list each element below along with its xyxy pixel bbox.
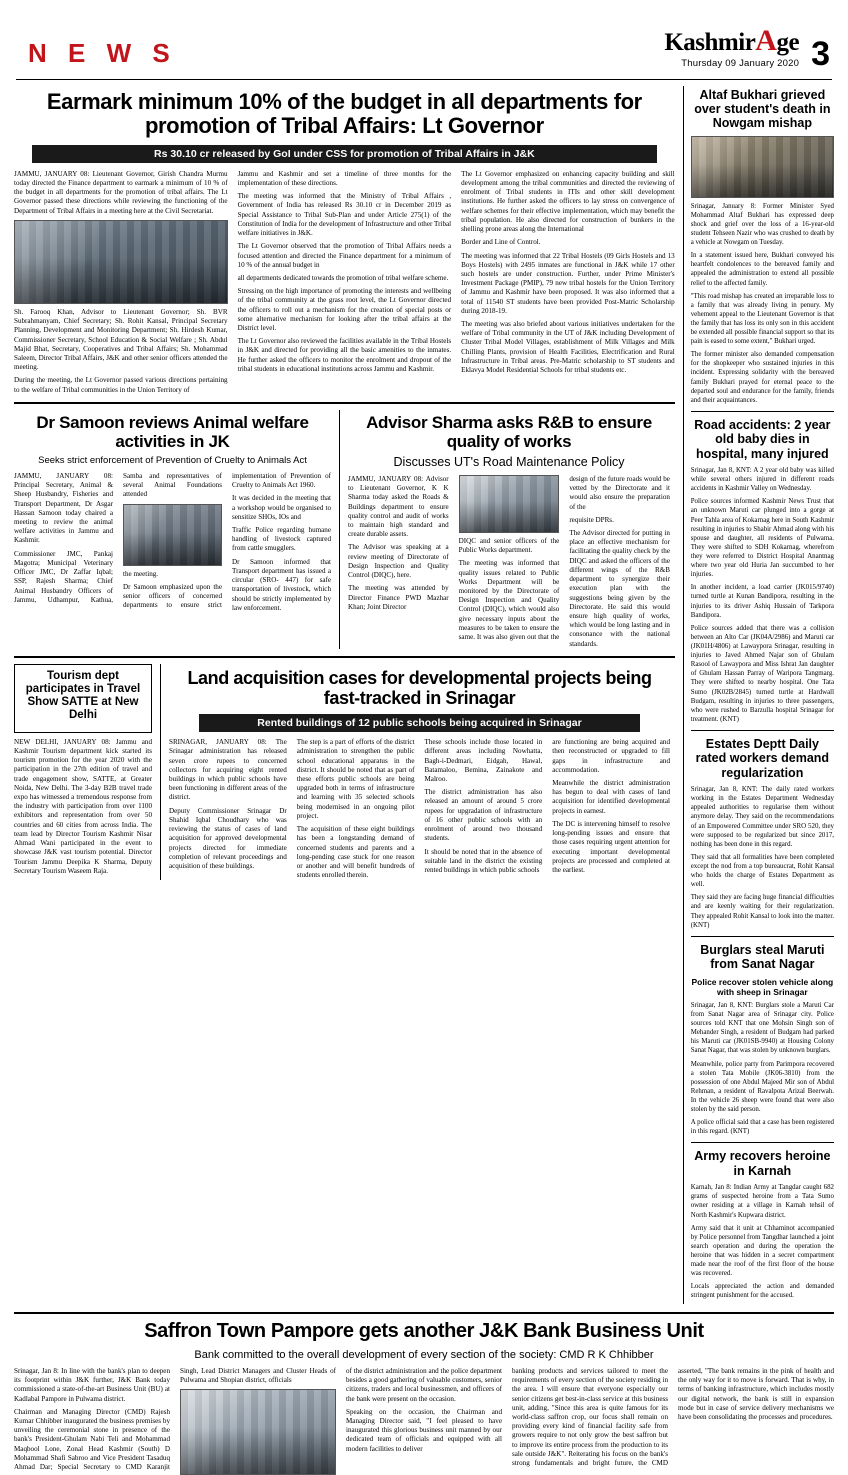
paragraph: Border and Line of Control. bbox=[461, 238, 541, 247]
rail-headline: Estates Deptt Daily rated workers demand regularization bbox=[695, 737, 830, 780]
paragraph: The meeting was attended by Director Finance PWD Mazhar Khan; Joint Director bbox=[348, 584, 449, 611]
paragraph: SRINAGAR, JANUARY 08: The Srinagar administration has released seven crore rupees to concerned collectors for acquiring eight rented buildings in which public schools have been functioning in different areas of the district. bbox=[169, 738, 287, 802]
saffron-subline: Bank committed to the overall development of every section of the society: CMD R K Chhibber bbox=[194, 1348, 654, 1361]
rail-photo-bukhari bbox=[691, 136, 834, 198]
rail-article-accidents bbox=[691, 418, 834, 724]
paragraph: Jammu and Kashmir and set a timeline of three months for the implementation of these directions. bbox=[237, 169, 452, 187]
masthead-right bbox=[664, 24, 830, 73]
paragraph: Locals appreciated the action and demanded stringent punishment for the accused. bbox=[690, 1283, 834, 1300]
article-saffron bbox=[14, 1320, 834, 1475]
saffron-body bbox=[14, 1367, 834, 1475]
paragraph: The Lt Governor observed that the promotion of Tribal Affairs needs a focused attention and directed the Finance department for a minimum of 10 % of the annual budget in bbox=[237, 242, 452, 269]
rail-body bbox=[691, 1001, 834, 1137]
samoon-headline: Dr Samoon reviews Animal welfare activities in JK bbox=[36, 412, 309, 451]
paragraph: Sh. Farooq Khan, Advisor to Lieutenant Governor; Sh. BVR Subrahmanyam, Chief Secretary; Sh. Rohit Kansal, Principal Secretary Planning, Development and Monitoring Department; Sh. Hirdesh Kumar, Commissioner Secretary, School Education & Social Welfare ; Sh. Abdul Majid Bhat, Secretary, Cooperatives and Tribal Affairs; Sh. Mohammad Saleem, Director Tribal Affairs, J&K and other senior officers attended the meeting. bbox=[14, 307, 228, 372]
saffron-photo bbox=[180, 1389, 336, 1475]
paragraph: It was decided in the meeting that a workshop would be organised to sensitize SHOs, IOs and bbox=[232, 494, 331, 521]
paragraph: JAMMU, JANUARY 08: Advisor to Lieutenant Governor, K K Sharma today asked the Roads & Buildings department to ensure quality control and audit of works to maintain high standard and create durable assets. bbox=[348, 474, 449, 539]
paragraph: They said they are facing huge financial difficulties and are keenly waiting for their regularization. They appealed Rohit Kansal to look into the matter. (KNT) bbox=[690, 894, 834, 929]
paragraph: The former minister also demanded compensation for the shopkeeper who sustained injuries in this incident. Expressing solidarity with the bereaved family Bukhari prayed for eternal peace to the departed soul and endurance for the family, friends and their acquaintances. bbox=[690, 351, 834, 404]
paragraph: The Lt Governor emphasized on enhancing capacity building and skill development among the tribal communities and directed the reviewing of enrolment of Tribal students in ITIs and other skill development institutions. He further asked the officers to lay stress on convergence of welfare schemes for their effective implementation, which may benefit the tribal population. He also directed for construction of bunkers in the shelling prone areas along the International bbox=[461, 169, 675, 234]
masthead-divider bbox=[16, 79, 832, 80]
paragraph: Srinagar, Jan 8, KNT: A 2 year old baby was killed while several others injured in different roads accidents in Kashmir Valley on Wednesday. bbox=[690, 467, 834, 493]
page-body bbox=[14, 86, 834, 1305]
paragraph: The Lt Governor also reviewed the facilities available in the Tribal Hostels in J&K and directed for providing all the basic amenities to the inmates. He further asked the officers to monitor the enrolment and dropout of the tribal students in educational institutions across Jammu and Kashmir. bbox=[237, 337, 452, 373]
logo-post: ge bbox=[776, 29, 800, 56]
paragraph: Stressing on the high importance of promoting the interests and wellbeing of the tribal community at the grass root level, the Lt Governor directed the officers to roll out a mechanism for the creation of special posts or some alternative mechanism for looking after the tribal affairs at the District level. bbox=[237, 287, 452, 333]
paragraph: Srinagar, Jan 8, KNT: Burglars stole a Maruti Car from Sanat Nagar area of Srinagar city. Police sources told KNT that one Mohsin Singh son of Mehander Singh, a resident of Budgam had parked his Maruti car (JK01SB-9940) at Housing Colony Sanat Nagar, that was stolen by unknown burglars. bbox=[690, 1001, 834, 1055]
rail-article-bukhari bbox=[691, 88, 834, 405]
paragraph: It should be noted that in the absence of suitable land in the district the existing rented buildings in which public schools bbox=[424, 847, 543, 874]
two-story-row bbox=[14, 410, 675, 649]
paragraph: Srinagar, Jan 8, KNT: The daily rated workers working in the Estates Department Wednesday appealed authorities to regularise them without anymore delay. They said on the recommendations of an Empowered Committee under SRO 520, they were supposed to be regularized but since 2017, nothing has been done in this regard. bbox=[690, 786, 834, 848]
paragraph: Meanwhile, police party from Parimpora recovered a stolen Tata Mobile (JK06-3810) from the possession of one Abdul Majeed Mir son of Abdul Rehman, a resident of Ravalpota Arizal Beerwah. In the vehicle 26 sheep were found that were also stolen by the said person. bbox=[690, 1060, 834, 1114]
logo-accent: A bbox=[755, 24, 777, 57]
logo-pre: Kashmir bbox=[664, 29, 756, 56]
tourism-title: Tourism dept participates in Travel Show SATTE at New Delhi bbox=[25, 669, 141, 722]
sharma-body bbox=[348, 475, 670, 649]
paragraph: all departments dedicated towards the promotion of tribal welfare scheme. bbox=[237, 273, 449, 282]
rail-body bbox=[691, 1183, 834, 1300]
paragraph: The DC is intervening himself to resolve long-pending issues and ensure that those cases requiring urgent attention for executing important developmental projects are processed and completed at the earliest. bbox=[552, 819, 670, 874]
lead-photo bbox=[14, 220, 228, 304]
land-row bbox=[14, 664, 675, 881]
paragraph: In another incident, a load carrier (JK015/9740) turned turtle at Kunan Bandipora, resulting in the injuries to its driver Ashiq Hussain of Tarkpora Bandipora. bbox=[690, 584, 834, 619]
paragraph: These schools include those located in different areas including Nowhatta, Bagh-i-Dedmari, Eidgah, Hawal, Batamaloo, Bemina, Zainakote and Malroo. bbox=[424, 738, 543, 783]
paragraph: Deputy Commissioner Srinagar Dr Shahid Iqbal Choudhary who was reviewing the status of cases of land acquisition for approved developmental projects directed for immediate completion of relevant proceedings and acquisition of these buildings. bbox=[169, 806, 287, 870]
publication-logo bbox=[664, 26, 799, 56]
rail-body bbox=[691, 466, 834, 724]
main-column bbox=[14, 86, 675, 1305]
paragraph: A police official said that a case has been registered in this regard. (KNT) bbox=[690, 1119, 834, 1136]
sharma-photo bbox=[459, 475, 560, 533]
rail-article-burglars bbox=[691, 943, 834, 1137]
paragraph: requisite DPRs. bbox=[569, 515, 614, 524]
paragraph: Police sources added that there was a collision between an Alto Car (JK04A/2986) and Maruti car (JK01H/4806) at Lawaypora Srinagar, resulting in injuries to Javed Ahmed Najar son of Ghulam Rasool of Lawaypora and Miss Ishrat Jan daughter of Ghulam Hassan Parray of Waripora Tangmarg. They were shifted to nearby hospital. One Tata Sumo (JK02B/2845) turned turtle at Hardwall Budgam, resulting in injuries to three passengers, who were rushed to Barzulla hospital Srinagar for treatment. (KNT) bbox=[690, 624, 834, 723]
lead-subbar: Rs 30.10 cr released by GoI under CSS for promotion of Tribal Affairs in J&K bbox=[32, 145, 657, 163]
paragraph: Dr Samoon informed that Transport department has issued a circular (SRO- 447) for safe transportation of livestock, which should be strictly implemented by law enforcement. bbox=[232, 557, 331, 612]
sharma-deck: Discusses UT's Road Maintenance Policy bbox=[393, 454, 625, 469]
paragraph: The acquisition of these eight buildings has been a longstanding demand of concerned students and parents and a long-pending case stuck for one reason or another and will benefit hundreds of students enrolled therein. bbox=[296, 825, 415, 880]
paragraph: Army said that it unit at Chhaminot accompanied by Police personnel from Tangdhar launched a joint search operation and during the operation the heroine that was hidden in a secret compartment made near the roof of the first floor of the house was recovered. bbox=[690, 1224, 834, 1278]
paragraph: The district administration has also released an amount of around 5 crore rupees for upgradation of infrastructure of 16 other public schools with an enrolment of around two thousand students. bbox=[424, 788, 543, 843]
paragraph: The Advisor was speaking at a review meeting of Directorate of Design Inspection and Quality Control (DIQC), here. bbox=[348, 543, 449, 580]
rail-headline: Burglars steal Maruti from Sanat Nagar bbox=[700, 942, 825, 972]
rail-divider-1 bbox=[691, 411, 834, 412]
paragraph: NEW DELHI, JANUARY 08: Jammu and Kashmir Tourism department kick started its tourism promotion for the year 2020 with the participation in the 27th edition of travel and trade engagement show, SATTE, at Greater Noida, New Delhi. The 3-day B2B travel trade expo has witnessed a tremendous response from the industry with participation from over 1100 exhibitors and representation from over 50 countries and 60 cities from across India. The team lead by Director Tourism Kashmir Nisar Ahmad Wani participated in the event to showcase J&K vast tourism potential. Director Tourism Jammu Deepika K Sharma, Deputy Secretary Tourism Waseem Raja. bbox=[14, 737, 152, 875]
paragraph: Commissioner JMC, Pankaj Magotra; Municipal Veterinary Officer JMC, Dr Zaffar Iqbal; SSP, Rajesh Sharma; Chief Animal Husbandry Officers of Jammu, Udhampur, Kathua, Samba and representatives of several Animal Foundations attended bbox=[14, 471, 222, 604]
paragraph: The Advisor directed for putting in place an effective mechanism for facilitating the quality check by the DIQC and asked the officers of the different wings of the R&B department to synergize their execution plan with the suggestions being given by the Directorate. He said this would ensure high quality of works, which would be long lasting and in consonance with the national standards. bbox=[569, 528, 670, 648]
paragraph: DIQC and senior officers of the Public Works department. bbox=[458, 536, 560, 555]
samoon-subline: Seeks strict enforcement of Prevention of Cruelty to Animals Act bbox=[38, 454, 307, 466]
rail-body bbox=[691, 202, 834, 405]
rail-headline: Road accidents: 2 year old baby dies in hospital, many injured bbox=[694, 417, 831, 461]
paragraph: The meeting was informed that 22 Tribal Hostels (09 Girls Hostels and 13 Boys Hostels) with 2495 inmates are functional in J&K while 17 other such hostels are under construction. Further, under Prime Minister's Investment Package (PMIP), 79 new tribal hostels for the Union Territory of Jammu and Kashmir have been proposed. It was also informed that a total of 11540 ST students have been provided Post-Matric Scholarship during 2018-19. bbox=[461, 251, 675, 315]
rail-subhead: Police recover stolen vehicle along with sheep in Srinagar bbox=[691, 976, 834, 997]
article-lead bbox=[14, 90, 675, 395]
samoon-photo bbox=[123, 504, 222, 566]
sharma-headline: Advisor Sharma asks R&B to ensure quality of works bbox=[366, 412, 652, 451]
paragraph: banking products and services tailored to meet the requirements of every section of the society residing in the area. I will ensure that everyone especially our senior citizens get best-in-class service at this business unit, adding, "Since this area is quite famous for its world-class saffron crop, our focus shall remain on providing every kind of financial facility safe from growers require to not only grow the best saffron but to improve its entire process from the production to its sale outside J&K". Reiterating his focus on the bank's strong fundamentals and bright future, the CMD asserted, "The bank remains in the pink of health and the only way for it to move is forward. That is why, in terms of banking infrastructure, which includes mostly our digital network, the bank is still in expansion mode but in case of service delivery mechanisms we have been consolidating the processes and procedures. bbox=[512, 1366, 834, 1468]
rail-divider-4 bbox=[691, 1142, 834, 1143]
paragraph: of the district administration and the police department besides a good gathering of valuable customers, senior citizens, traders and local businessmen, and officers of the bank were present on the occasion. bbox=[346, 1366, 502, 1403]
section-divider-2 bbox=[14, 656, 675, 658]
paragraph: In a statement issued here, Bukhari conveyed his heartfelt condolences to the bereaved family and appealed the administration to extend all possible relief to the affected family. bbox=[690, 252, 834, 287]
land-headline: Land acquisition cases for developmental projects being fast-tracked in Srinagar bbox=[187, 667, 652, 708]
paragraph: JAMMU, JANUARY 08: Lieutenant Governor, Girish Chandra Murmu today directed the Finance department to earmark a minimum of 10 % of the budget in all departments for the promotion of tribal affairs. The Lt Governor passed these directions while reviewing the functioning of the Department of Tribal Affairs in a meeting here at the Civil Secretariat. bbox=[14, 169, 228, 215]
paragraph: are functioning are being acquired and then reconstructed or upgraded to fill gaps in infrastructure and accommodation. bbox=[552, 738, 670, 774]
land-body bbox=[169, 738, 670, 880]
issue-date: Thursday 09 January 2020 bbox=[681, 58, 800, 69]
article-sharma bbox=[348, 410, 670, 649]
section-label: N E W S bbox=[28, 37, 177, 68]
article-samoon bbox=[14, 410, 340, 649]
paragraph: Traffic Police regarding humane handling of livestock captured from cattle smugglers. bbox=[232, 525, 331, 553]
paragraph: the meeting. bbox=[123, 569, 159, 578]
land-subbar: Rented buildings of 12 public schools being acquired in Srinagar bbox=[199, 714, 640, 732]
samoon-body bbox=[14, 472, 331, 613]
right-rail bbox=[683, 86, 834, 1305]
paragraph: Karnah, Jan 8: Indian Army at Tangdar caught 682 grams of suspected heroine from a Tata Sumo owner residing at a village in Karnah tehsil of North Kashmir's Kupwara district. bbox=[690, 1184, 834, 1219]
paragraph: During the meeting, the Lt Governor passed various directions pertaining to the welfare of Tribal communities in the Union Territory of bbox=[14, 376, 228, 394]
article-land bbox=[160, 664, 670, 881]
bottom-divider bbox=[14, 1312, 834, 1314]
paragraph: Srinagar, January 8: Former Minister Syed Mohammad Altaf Bukhari has expressed deep shock and grief over the loss of a 16-year-old student Tehseen Nazir who was crushed to death by a vehicle at Nowgam on Tuesday. bbox=[690, 202, 834, 247]
rail-headline: Army recovers heroine in Karnah bbox=[694, 1149, 831, 1178]
paragraph: "This road mishap has created an irreparable loss to a family that was already living in penury. My vehement appeal to the Lieutenant Governor is that the family that has loss its only son in this accident be extended all possible financial support so that its pain is eased to some extent," Bukhari urged. bbox=[690, 292, 834, 346]
saffron-headline: Saffron Town Pampore gets another J&K Bank Business Unit bbox=[144, 1320, 704, 1343]
paragraph: JAMMU, JANUARY 08: Principal Secretary, Animal & Sheep Husbandry, Fisheries and Transport Department, Dr Asgar Hassan Samoon today chaired a meeting to review the animal welfare activities in Jammu and Kashmir. bbox=[14, 471, 113, 545]
lead-headline: Earmark minimum 10% of the budget in all departments for promotion of Tribal Affairs: Lt Governor bbox=[46, 88, 642, 139]
rail-article-estates bbox=[691, 737, 834, 930]
paragraph: Srinagar, Jan 8: In line with the bank's plan to deepen its footprint within J&K further, J&K Bank today commissioned a state-of-the-art Business Unit (BU) at Kadlabal Pampore in Pulwama district. bbox=[14, 1366, 170, 1403]
paragraph: Chairman and Managing Director (CMD) Rajesh Kumar Chhibber inaugurated the business premises by unveiling the ceremonial stone in presence of the bank's President-Ghulam Nabi Teli and Mohammad Maqbool Lone, Zonal Head Kashmir (South) D Mohammad Shafi Sabroo and Vice President Tasaduq Ahmad Dar; Special Secretary to CMD Karanjit Singh, Lead District Managers and Cluster Heads of Pulwama and Shopian district, officials bbox=[14, 1366, 336, 1472]
tourism-body bbox=[14, 738, 152, 876]
masthead bbox=[14, 10, 834, 75]
article-tourism bbox=[14, 664, 152, 881]
page-number: 3 bbox=[811, 34, 830, 73]
paragraph: Speaking on the occasion, the Chairman and Managing Director said, "I feel pleased to have inaugurated this glorious business unit manned by our dedicated team of officials and equipped with all modern facilities to deliver bbox=[346, 1407, 502, 1453]
rail-article-heroine bbox=[691, 1149, 834, 1300]
paragraph: The meeting was also briefed about various initiatives undertaken for the welfare of Tribal community in the UT of J&K including Development of Cluster Tribal Model Villages, establishment of Milk Villages and Milk Chilling Plants, provision of Health Facilities, Electrification and Rural Infrastructure in Tribal areas. Pre-Matric scholarship to ST students and Eklavya Model Residential Schools for tribal students etc. bbox=[461, 320, 675, 375]
paragraph: Police sources informed Kashmir News Trust that an unknown Maruti car plunged into a gorge at Peer Tahla area of Kokarnag here in South Kashmir resulting in injuries to Shabir Ahmad along with his spouse and daughter, all residents of Pulwama. They were shifted to SDH Kokarnag, wherefrom they were referred to District Hospital Anantnag where two year old Huria Jan succumbed to her injuries. bbox=[690, 498, 834, 579]
paragraph: They said that all formalities have been completed except the nod from a top bureaucrat, Rohit Kansal who holds the charge of Estates Department as well. bbox=[690, 853, 834, 889]
paragraph: Dr Samoon emphasized upon the senior officers of concerned departments to ensure strict implementation of Prevention of Cruelty to Animals Act 1960. bbox=[123, 471, 331, 610]
section-divider bbox=[14, 402, 675, 404]
rail-divider-2 bbox=[691, 730, 834, 731]
paragraph: The meeting was informed that quality issues related to Public Works Department will be monitored by the Directorate of Design Inspection and Quality Control (DIQC), which would also give necessary inputs about the measures to be taken to ensure the same. It was also given out that the design of the future roads would be vetted by the Directorate and it would also ensure the preparation of the bbox=[458, 474, 670, 642]
tourism-box bbox=[14, 664, 152, 733]
paragraph: The step is a part of efforts of the district administration to strengthen the public school educational apparatus in the district. It should be noted that as part of these efforts public schools are being upgraded both in terms of infrastructure and learning with 35 selected schools being modernised in an ongoing pilot project. bbox=[296, 738, 415, 820]
paragraph: Meanwhile the district administration has begun to deal with cases of land acquisition for identified developmental projects in earnest. bbox=[552, 779, 670, 815]
paragraph: The meeting was informed that the Ministry of Tribal Affairs , Government of India has released Rs 30.10 cr in December 2019 as Special Assistance to Tribal Sub-Plan and under Article 275(1) of the Constitution of India for the development of Infrastructure and other Tribal welfare initiatives in J&K. bbox=[237, 192, 452, 238]
rail-headline: Altaf Bukhari grieved over student's death in Nowgam mishap bbox=[694, 87, 831, 131]
rail-divider-3 bbox=[691, 936, 834, 937]
rail-body bbox=[691, 785, 834, 930]
lead-body bbox=[14, 170, 675, 395]
